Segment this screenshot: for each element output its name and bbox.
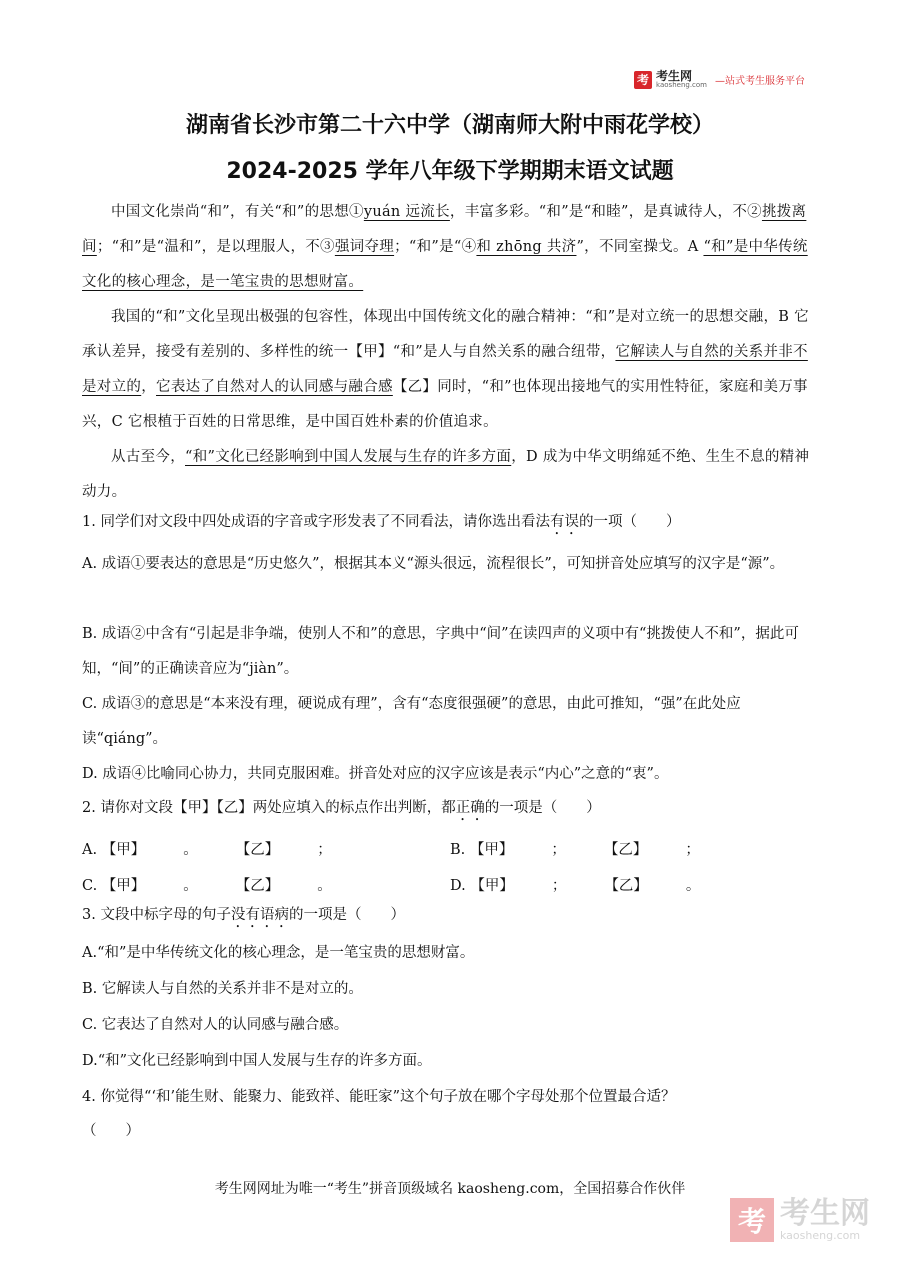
question-1-stem: 1. 同学们对文段中四处成语的字音或字形发表了不同看法，请你选出看法有误的一项（ ） (82, 514, 681, 530)
watermark-domain: kaosheng.com (780, 1228, 861, 1242)
logo-domain: kaosheng.com (656, 81, 707, 89)
question-3-stem: 3. 文段中标字母的句子没有语病的一项是（ ） (82, 907, 405, 923)
question-2-option-d: D. 【甲】 ； 【乙】 。 (450, 878, 701, 894)
passage-paragraph-2: 我国的“和”文化呈现出极强的包容性，体现出中国传统文化的融合精神：“和”是对立统一的思想交融，B 它承认差异，接受有差别的、多样性的统一【甲】“和”是人与自然关系的融合纽带，它解读人与自然的关系并非不是对立的，它表达了自然对人的认同感与融合感【乙】同时，“和”也体现出接地气的实用性特征，家庭和美万事兴，C 它根植于百姓的日常思维，是中国百姓朴素的价值追求。 (82, 309, 809, 430)
question-2-stem: 2. 请你对文段【甲】【乙】两处应填入的标点作出判断，都正确的一项是（ ） (82, 800, 601, 816)
idiom-1: yuán 远流长 (363, 204, 450, 220)
question-1-option-d: D. 成语④比喻同心协力，共同克服困难。拼音处对应的汉字应该是表示“内心”之意的“衷”。 (82, 766, 669, 782)
logo-name: 考生网 (656, 69, 693, 83)
sentence-c: 它表达了自然对人的认同感与融合感 (156, 379, 393, 395)
question-3-option-d: D.“和”文化已经影响到中国人发展与生存的许多方面。 (82, 1053, 432, 1069)
watermark (730, 1198, 870, 1242)
passage-paragraph-1: 中国文化崇尚“和”，有关“和”的思想①yuán 远流长，丰富多彩。“和”是“和睦”，是真诚待人，不②挑拨离间；“和”是“温和”，是以理服人，不③强词夺理；“和”是“④和 zhōng 共济”，不同室操戈。A “和”是中华传统文化的核心理念，是一笔宝贵的思想财富。 (82, 204, 808, 290)
kaosheng-watermark-icon: 考 (730, 1198, 774, 1242)
question-3-option-b: B. 它解读人与自然的关系并非不是对立的。 (82, 981, 363, 997)
exam-title-subject: 2024-2025 学年八年级下学期期末语文试题 (226, 159, 674, 184)
question-2-option-a: A. 【甲】 。 【乙】 ； (82, 842, 332, 858)
question-1-option-c: C. 成语③的意思是“本来没有理，硬说成有理”，含有“态度很强硬”的意思，由此可推知，“强”在此处应读“qiáng”。 (82, 696, 741, 747)
question-1-option-a: A. 成语①要表达的意思是“历史悠久”，根据其本义“源头很远，流程很长”，可知拼音处应填写的汉字是“源”。 (82, 556, 785, 572)
question-3-option-c: C. 它表达了自然对人的认同感与融合感。 (82, 1017, 349, 1033)
question-2-option-c: C. 【甲】 。 【乙】 。 (82, 878, 332, 894)
idiom-3: 强词夺理 (334, 239, 395, 255)
header-logo (634, 70, 805, 89)
idiom-2: 挑拨离间 (82, 204, 807, 255)
question-4-stem: 4. 你觉得“‘和’能生财、能聚力、能致祥、能旺家”这个句子放在哪个字母处那个位置最合适？ (82, 1089, 676, 1105)
exam-title-school: 湖南省长沙市第二十六中学（湖南师大附中雨花学校） (185, 113, 714, 138)
sentence-a: “和”是中华传统文化的核心理念，是一笔宝贵的思想财富。 (82, 239, 808, 290)
passage-paragraph-3: 从古至今，“和”文化已经影响到中国人发展与生存的许多方面，D 成为中华文明绵延不绝、生生不息的精神动力。 (82, 449, 810, 500)
question-1-option-b: B. 成语②中含有“引起是非争端，使别人不和”的意思，字典中“间”在读四声的义项中有“挑拨使人不和”，据此可知，“间”的正确读音应为“jiàn”。 (82, 626, 799, 677)
footer-notice: 考生网网址为唯一“考生”拼音顶级域名 kaosheng.com，全国招募合作伙伴 (214, 1181, 686, 1197)
question-3-option-a: A.“和”是中华传统文化的核心理念，是一笔宝贵的思想财富。 (82, 945, 475, 961)
logo-slogan: —站式考生服务平台 (715, 76, 805, 87)
idiom-4: 和 zhōng 共济 (476, 239, 577, 255)
watermark-name: 考生网 (780, 1196, 870, 1232)
kaosheng-logo-icon: 考 (634, 71, 652, 89)
sentence-b: 它解读人与自然的关系并非不是对立的 (82, 344, 808, 395)
question-2-option-b: B. 【甲】 ； 【乙】 ； (450, 842, 700, 858)
sentence-d: “和”文化已经影响到中国人发展与生存的许多方面 (185, 449, 512, 465)
question-4-answer-paren: （ ） (82, 1123, 140, 1139)
